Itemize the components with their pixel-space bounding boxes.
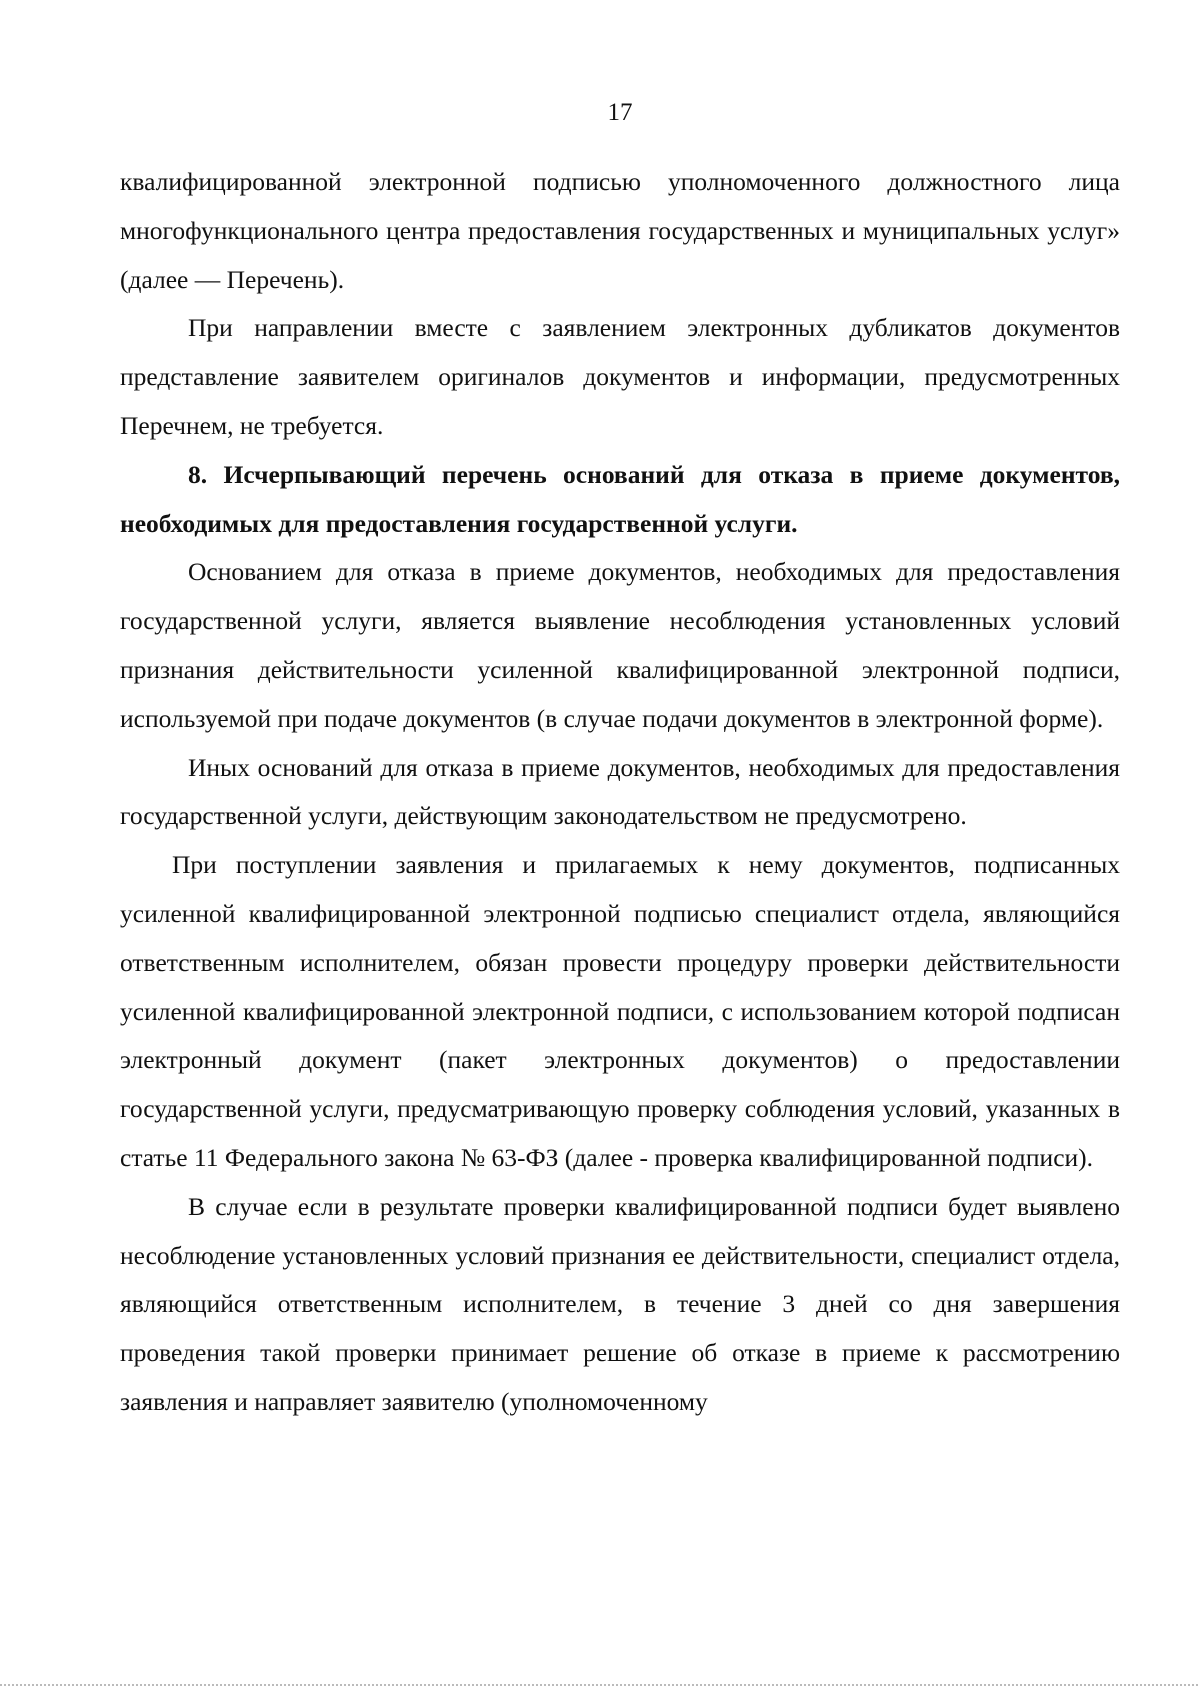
paragraph-refusal-decision: В случае если в результате проверки квалифицированной подписи будет выявлено несоблюдение установленных условий признания ее действительности, специалист отдела, являющийся ответственным исполнителем, в течение 3 дней со дня завершения проведения такой проверки принимает решение об отказе в приеме к рассмотрению заявления и направляет заявителю (уполномоченному — [120, 1191, 1120, 1416]
paragraph-no-other-grounds: Иных оснований для отказа в приеме документов, необходимых для предоставления государственной услуги, действующим законодательством не предусмотрено. — [120, 752, 1120, 831]
document-body — [120, 158, 1120, 1427]
section-heading-8: 8. Исчерпывающий перечень оснований для отказа в приеме документов, необходимых для предоставления государственной услуги. — [120, 459, 1120, 538]
paragraph-signature-check: При поступлении заявления и прилагаемых к нему документов, подписанных усиленной квалифицированной электронной подписью специалист отдела, являющийся ответственным исполнителем, обязан провести процедуру проверки действительности усиленной квалифицированной электронной подписи, с использованием которой подписан электронный документ (пакет электронных документов) о предоставлении государственной услуги, предусматривающую проверку соблюдения условий, указанных в статье 11 Федерального закона № 63-ФЗ (далее - проверка квалифицированной подписи). — [120, 850, 1120, 1172]
scan-bottom-edge — [0, 1684, 1200, 1686]
page-number: 17 — [607, 99, 633, 126]
paragraph-perechen: квалифицированной электронной подписью уполномоченного должностного лица многофункционального центра предоставления государственных и муниципальных услуг» (далее — Перечень). — [120, 167, 1120, 294]
paragraph-duplicates: При направлении вместе с заявлением электронных дубликатов документов представление заявителем оригиналов документов и информации, предусмотренных Перечнем, не требуется. — [120, 313, 1120, 440]
paragraph-refusal-grounds: Основанием для отказа в приеме документов, необходимых для предоставления государственной услуги, является выявление несоблюдения установленных условий признания действительности усиленной квалифицированной электронной подписи, используемой при подаче документов (в случае подачи документов в электронной форме). — [120, 557, 1120, 733]
